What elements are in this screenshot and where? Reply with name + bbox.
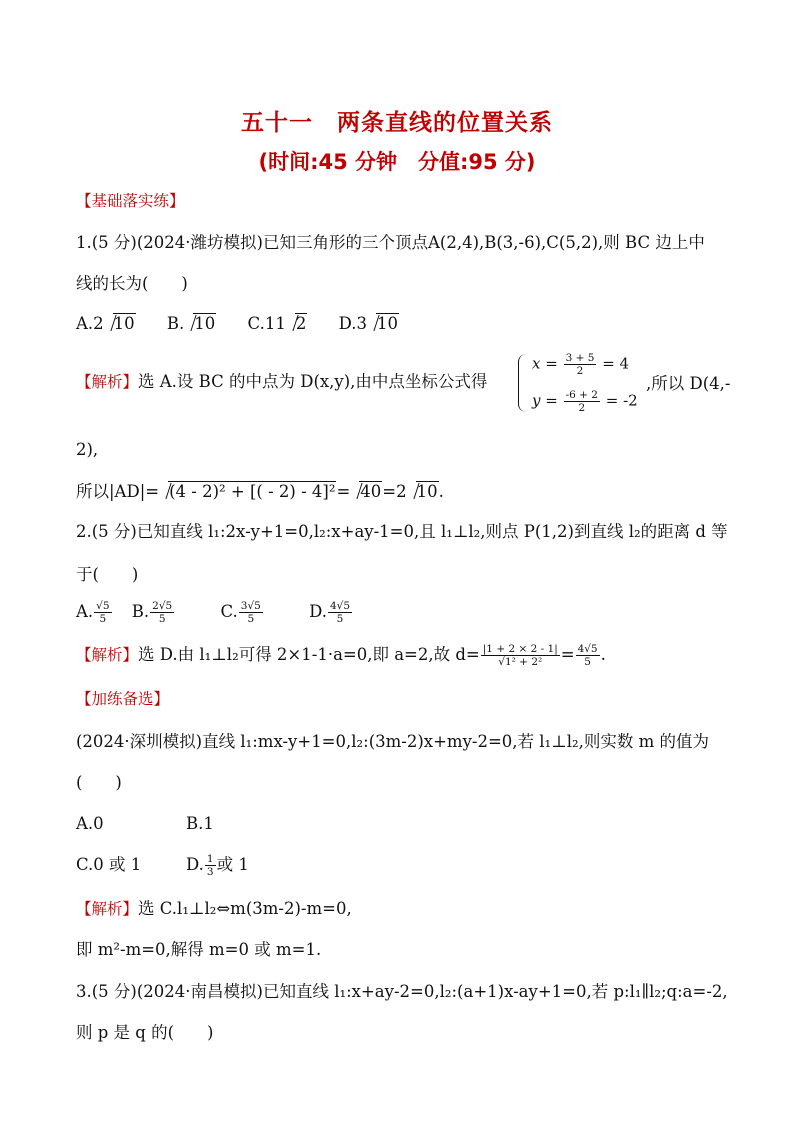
q1-options	[76, 312, 425, 336]
q2-option-a: A. $\frac{√5}{5}$	[76, 600, 110, 625]
extra-stem-line1: (2024·深圳模拟)直线 l₁:mx-y+1=0,l₂:(3m-2)x+my-2=0,若 l₁⊥l₂,则实数 m 的值为	[76, 732, 709, 751]
q3-stem-line2: 则 p 是 q 的( )	[76, 1023, 214, 1042]
q1-stem-line2: 线的长为( )	[76, 274, 188, 293]
solution-tag: 【解析】	[76, 646, 139, 664]
q2-option-c: C. $\frac{3√5}{5}$	[220, 600, 261, 625]
q2-option-d: D. $\frac{4√5}{5}$	[309, 600, 351, 625]
q2-solution: 【解析】选 D.由 l₁⊥l₂可得 2×1-1·a=0,即 a=2,故 d= $\frac{|1 + 2 \times 2 - 1|}{\text{√1² + 2²}}$ = $\frac{4√5}{5}$ .	[76, 643, 606, 668]
extra-stem-line2: ( )	[76, 773, 122, 792]
page-subtitle: (时间:45 分钟 分值:95 分)	[258, 150, 536, 174]
system-row-y: y = $\frac{-6 + 2}{2}$ = -2	[532, 389, 638, 414]
q1-option-c: C.11 2	[248, 312, 308, 336]
solution-tag: 【解析】	[76, 373, 139, 391]
extra-option-c: C.0 或 1	[76, 855, 142, 874]
q1-solution-line2: 2),	[76, 440, 99, 459]
extra-option-d: D. $\frac{1}{3}$ 或 1	[186, 853, 249, 878]
extra-options-row1	[76, 812, 214, 836]
extra-option-a: A.0	[76, 814, 104, 833]
q1-solution-line1: 【解析】选 A.设 BC 的中点为 D(x,y),由中点坐标公式得	[76, 372, 488, 391]
section-extra: 【加练备选】	[76, 690, 170, 708]
q2-option-b: B. $\frac{2√5}{5}$	[131, 600, 173, 625]
q2-options	[76, 600, 379, 625]
system-row-x: x = $\frac{3 + 5}{2}$ = 4	[532, 352, 630, 377]
q1-option-b: B. 10	[167, 312, 216, 336]
q1-option-a: A.2 10	[76, 312, 136, 336]
page-title: 五十一 两条直线的位置关系	[241, 110, 553, 136]
q1-stem-line1: 1.(5 分)(2024·潍坊模拟)已知三角形的三个顶点A(2,4),B(3,-6),C(5,2),则 BC 边上中	[76, 233, 705, 252]
extra-solution-line1: 【解析】选 C.l₁⊥l₂⇔m(3m-2)-m=0,	[76, 899, 352, 918]
q1-solution-line1-end: ,所以 D(4,-	[646, 374, 731, 393]
solution-tag: 【解析】	[76, 900, 139, 918]
q3-stem-line1: 3.(5 分)(2024·南昌模拟)已知直线 l₁:x+ay-2=0,l₂:(a+1)x-ay+1=0,若 p:l₁∥l₂;q:a=-2,	[76, 982, 728, 1001]
q2-stem-line2: 于( )	[76, 565, 139, 584]
extra-options-row2	[76, 853, 249, 878]
q1-option-d: D.3 10	[339, 312, 399, 336]
extra-solution-line2: 即 m²-m=0,解得 m=0 或 m=1.	[76, 940, 322, 959]
q1-solution-line3: 所以|AD|= (4 - 2)² + [( - 2) - 4]²= 40=2 10.	[76, 480, 444, 504]
section-basic: 【基础落实练】	[76, 192, 185, 210]
extra-option-b: B.1	[186, 814, 214, 833]
system-brace	[518, 354, 527, 412]
q2-stem-line1: 2.(5 分)已知直线 l₁:2x-y+1=0,l₂:x+ay-1=0,且 l₁⊥l₂,则点 P(1,2)到直线 l₂的距离 d 等	[76, 522, 728, 541]
